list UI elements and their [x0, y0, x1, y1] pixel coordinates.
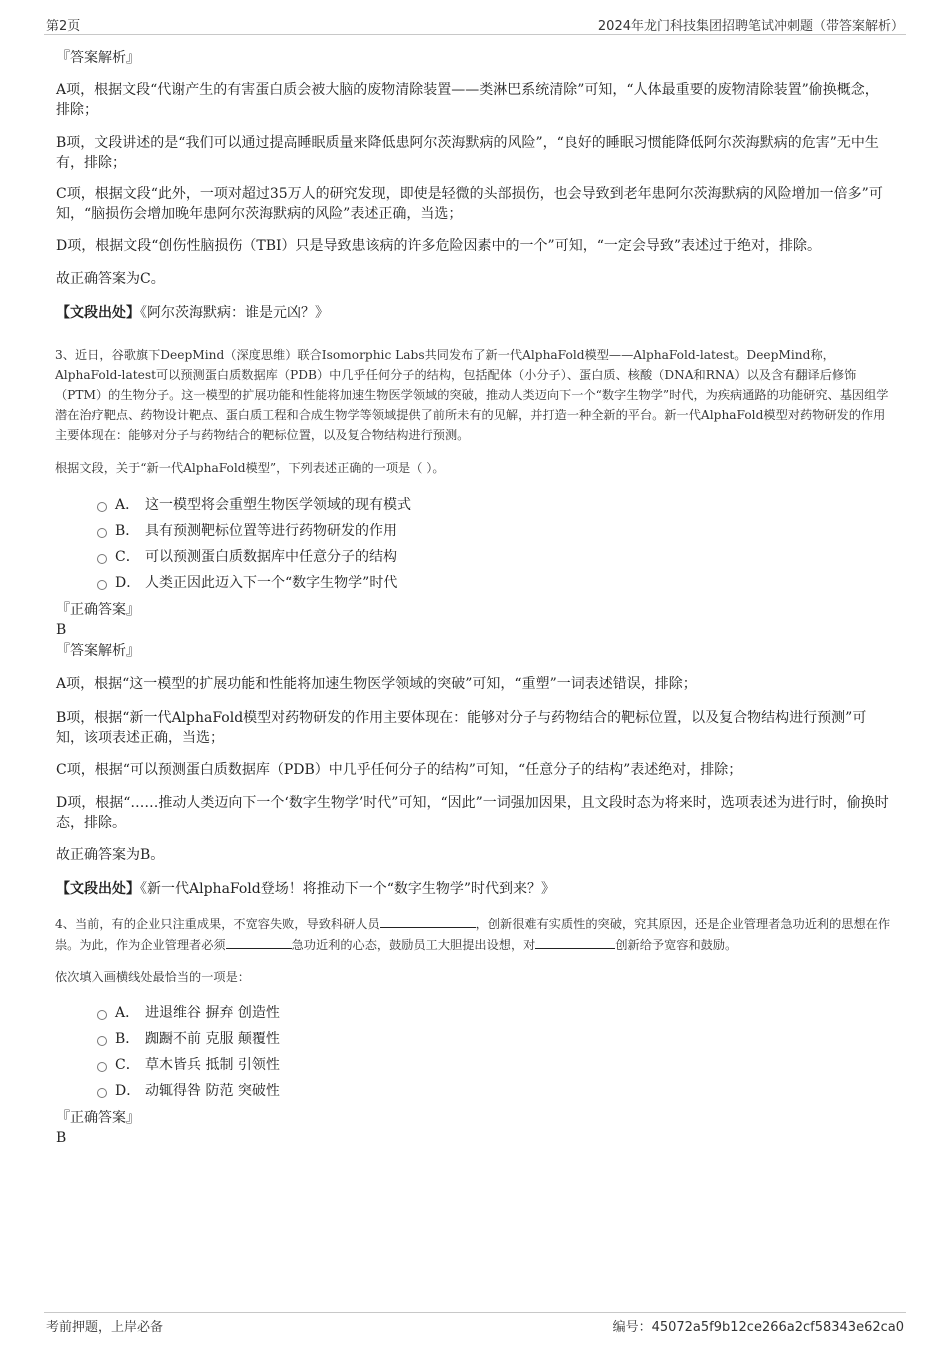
page-number: 第2页 — [46, 19, 81, 34]
q4-answer-label: 『正确答案』 — [56, 1110, 140, 1126]
q4-option-b[interactable]: B． 踟蹰不前 克服 颠覆性 — [97, 1029, 280, 1049]
blank-2 — [226, 934, 292, 949]
q3-option-b[interactable]: B． 具有预测靶标位置等进行药物研发的作用 — [97, 521, 397, 541]
radio-icon[interactable] — [97, 580, 107, 590]
document-serial: 编号：45072a5f9b12ce266a2cf58343e62ca0 — [612, 1320, 904, 1335]
q3-answer: B — [56, 622, 67, 638]
q3-option-d[interactable]: D． 人类正因此迈入下一个“数字生物学”时代 — [97, 573, 397, 593]
q2-source-title: 《阿尔茨海默病：谁是元凶？》 — [140, 305, 329, 321]
q3-source — [56, 879, 555, 899]
q4-passage: 4、当前，有的企业只注重成果，不宽容失败，导致科研人员 ，创新很难有实质性的突破，究其原因，还是企业管理者急功近利的思想在作祟。为此，作为企业管理者必须 急功近利的心态，鼓励员工大胆提出设想，对 创新给予宽容和鼓励。 — [55, 913, 895, 955]
q4-option-c[interactable]: C． 草木皆兵 抵制 引领性 — [97, 1055, 280, 1075]
radio-icon[interactable] — [97, 554, 107, 564]
footer-slogan: 考前押题，上岸必备 — [46, 1320, 164, 1335]
q3-answer-label: 『正确答案』 — [56, 602, 140, 618]
q3-option-c[interactable]: C． 可以预测蛋白质数据库中任意分子的结构 — [97, 547, 397, 567]
q4-answer: B — [56, 1130, 67, 1146]
radio-icon[interactable] — [97, 1062, 107, 1072]
q3-source-label: 【文段出处】 — [56, 881, 140, 897]
q3-analysis-a: A项，根据“这一模型的扩展功能和性能将加速生物医学领域的突破”可知，“重塑”一词表述错误，排除； — [56, 676, 697, 692]
q2-analysis-a: A项，根据文段“代谢产生的有害蛋白质会被大脑的废物清除装置——类淋巴系统清除”可知，“人体最重要的废物清除装置”偷换概念，排除； — [56, 82, 879, 118]
q2-analysis-d: D项，根据文段“创伤性脑损伤（TBI）只是导致患该病的许多危险因素中的一个”可知，“一定会导致”表述过于绝对，排除。 — [56, 238, 822, 254]
page-footer — [44, 1312, 906, 1337]
document-title: 2024年龙门科技集团招聘笔试冲刺题（带答案解析） — [597, 19, 904, 34]
radio-icon[interactable] — [97, 502, 107, 512]
q2-analysis-b: B项，文段讲述的是“我们可以通过提高睡眠质量来降低患阿尔茨海默病的风险”，“良好的睡眠习惯能降低阿尔茨海默病的危害”无中生有，排除； — [56, 135, 879, 171]
blank-1 — [380, 913, 476, 928]
radio-icon[interactable] — [97, 528, 107, 538]
q3-analysis-c: C项，根据“可以预测蛋白质数据库（PDB）中几乎任何分子的结构”可知，“任意分子的结构”表述绝对，排除； — [56, 762, 743, 778]
q2-source — [56, 303, 329, 323]
q3-analysis-b: B项，根据“新一代AlphaFold模型对药物研发的作用主要体现在：能够对分子与药物结合的靶标位置，以及复合物结构进行预测”可知，该项表述正确，当选； — [56, 710, 867, 746]
q3-passage: 3、近日，谷歌旗下DeepMind（深度思维）联合Isomorphic Labs共同发布了新一代AlphaFold模型——AlphaFold-latest。DeepMind称，AlphaFold-latest可以预测蛋白质数据库（PDB）中几乎任何分子的结构，包括配体（小分子）、蛋白质、核酸（DNA和RNA）以及含有翻译后修饰（PTM）的生物分子。这一模型的扩展功能和性能将加速生物医学领域的突破，推动人类迈向下一个“数字生物学”时代，为疾病通路的功能研究、基因组学潜在治疗靶点、药物设计靶点、蛋白质工程和合成生物学等领域提供了前所未有的见解，并打造一种全新的平台。新一代AlphaFold模型对药物研发的作用主要体现在：能够对分子与药物结合的靶标位置，以及复合物结构进行预测。 — [55, 348, 889, 442]
q2-source-label: 【文段出处】 — [56, 305, 140, 321]
blank-3 — [535, 934, 615, 949]
q3-question: 根据文段，关于“新一代AlphaFold模型”，下列表述正确的一项是（ ）。 — [55, 461, 445, 475]
radio-icon[interactable] — [97, 1088, 107, 1098]
q2-analysis-c: C项，根据文段“此外，一项对超过35万人的研究发现，即使是轻微的头部损伤，也会导致到老年患阿尔茨海默病的风险增加一倍多”可知，“脑损伤会增加晚年患阿尔茨海默病的风险”表述正确，当选； — [56, 186, 883, 222]
q4-option-a[interactable]: A． 进退维谷 摒弃 创造性 — [97, 1003, 280, 1023]
q3-conclusion: 故正确答案为B。 — [56, 847, 165, 863]
q2-analysis-label: 『答案解析』 — [56, 50, 140, 66]
q3-option-a[interactable]: A． 这一模型将会重塑生物医学领域的现有模式 — [97, 495, 411, 515]
q2-conclusion: 故正确答案为C。 — [56, 271, 165, 287]
q3-analysis-d: D项，根据“……推动人类迈向下一个‘数字生物学’时代”可知，“因此”一词强加因果，且文段时态为将来时，选项表述为进行时，偷换时态，排除。 — [56, 795, 889, 831]
q4-option-d[interactable]: D． 动辄得咎 防范 突破性 — [97, 1081, 280, 1101]
q4-question: 依次填入画横线处最恰当的一项是： — [55, 970, 250, 984]
q3-source-title: 《新一代AlphaFold登场！将推动下一个“数字生物学”时代到来？》 — [140, 881, 556, 897]
q3-analysis-label: 『答案解析』 — [56, 643, 140, 659]
radio-icon[interactable] — [97, 1010, 107, 1020]
radio-icon[interactable] — [97, 1036, 107, 1046]
page-header — [44, 12, 906, 35]
